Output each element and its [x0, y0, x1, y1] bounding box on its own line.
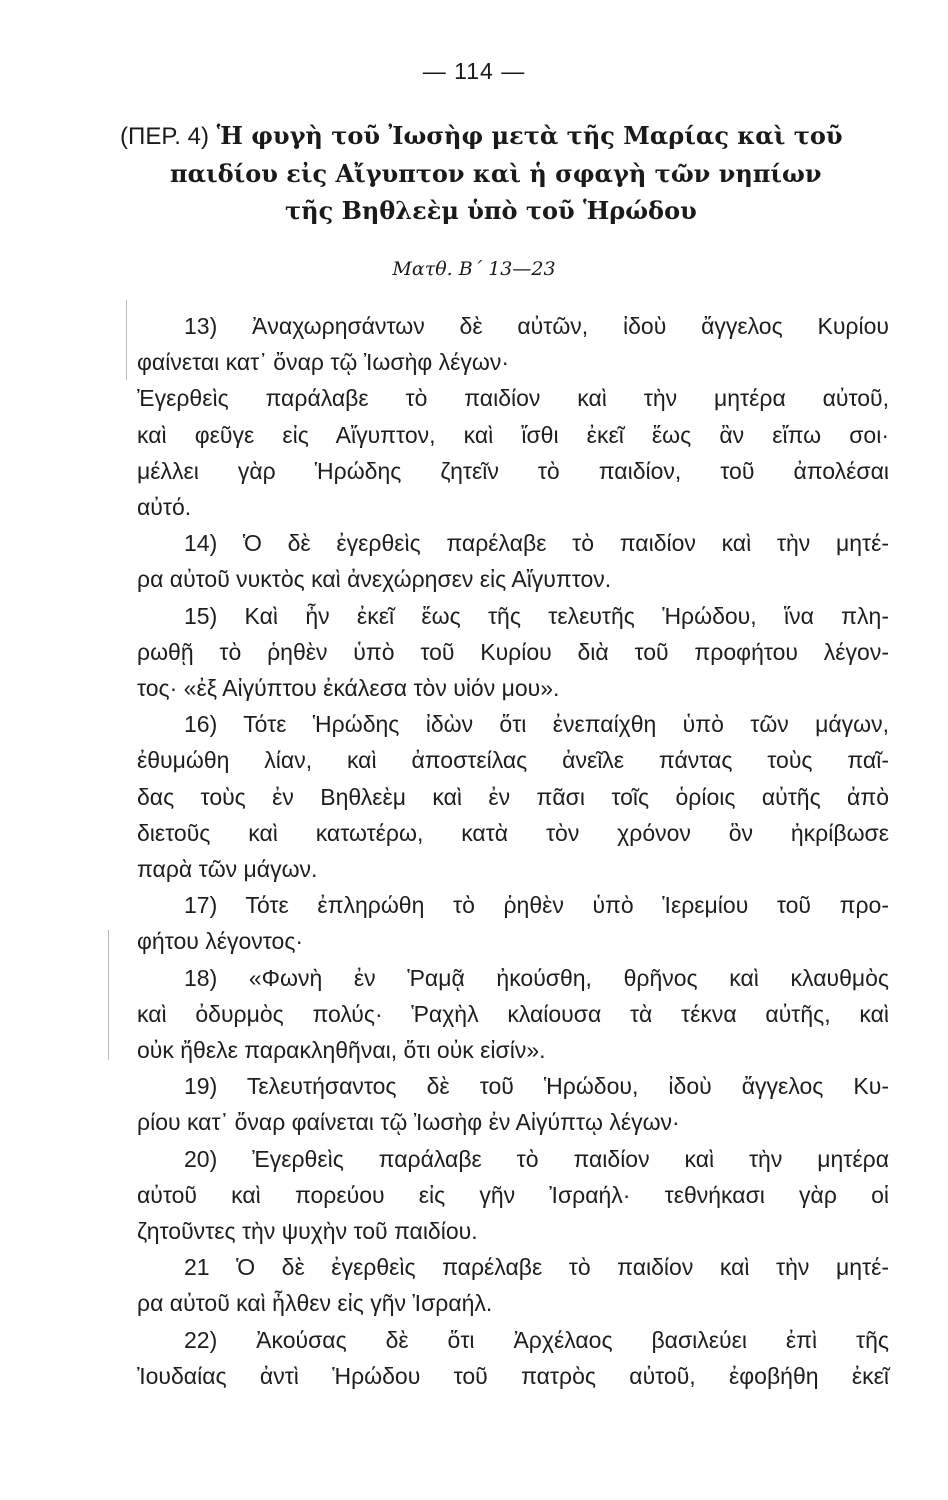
text-line: 22) Ἀκούσας δὲ ὅτι Ἀρχέλαος βασιλεύει ἐπὶ τῆς — [184, 1326, 889, 1353]
text-line: μέλλει γὰρ Ἡρώδης ζητεῖν τὸ παιδίον, τοῦ ἀπολέσαι — [137, 457, 889, 484]
margin-line — [126, 300, 127, 380]
text-line: ρίου κατ᾽ ὄναρ φαίνεται τῷ Ἰωσὴφ ἐν Αἰγύπτῳ λέγων· — [137, 1109, 680, 1136]
scripture-reference: Ματθ. Β΄ 13—23 — [392, 258, 556, 280]
text-line: 15) Καὶ ἦν ἐκεῖ ἕως τῆς τελευτῆς Ἡρώδου, ἵνα πλη- — [184, 602, 889, 629]
text-line: αὐτό. — [137, 494, 192, 521]
text-line: φήτου λέγοντος· — [137, 928, 304, 955]
text-line: 21 Ὁ δὲ ἐγερθεὶς παρέλαβε τὸ παιδίον καὶ τὴν μητέ- — [184, 1254, 889, 1281]
text-line: φαίνεται κατ᾽ ὄναρ τῷ Ἰωσὴφ λέγων· — [137, 349, 510, 376]
text-line: οὐκ ἤθελε παρακληθῆναι, ὅτι οὐκ εἰσίν». — [137, 1037, 546, 1064]
section-heading — [120, 117, 880, 229]
text-line: τος· «ἐξ Αἰγύπτου ἐκάλεσα τὸν υἱόν μου». — [137, 675, 560, 702]
heading-title-1: Ἡ φυγὴ τοῦ Ἰωσὴφ μετὰ τῆς Μαρίας καὶ τοῦ — [216, 121, 843, 150]
text-line: 16) Τότε Ἡρώδης ἰδὼν ὅτι ἐνεπαίχθη ὑπὸ τῶν μάγων, — [184, 711, 889, 738]
text-line: ζητοῦντες τὴν ψυχὴν τοῦ παιδίου. — [137, 1218, 478, 1245]
text-line: 20) Ἐγερθεὶς παράλαβε τὸ παιδίον καὶ τὴν μητέρα — [184, 1145, 889, 1172]
text-line: καὶ ὀδυρμὸς πολύς· Ῥαχὴλ κλαίουσα τὰ τέκνα αὐτῆς, καὶ — [137, 1000, 889, 1027]
page-number: — 114 — — [422, 58, 526, 84]
text-line: Ἐγερθεὶς παράλαβε τὸ παιδίον καὶ τὴν μητέρα αὐτοῦ, — [137, 385, 889, 412]
text-line: 17) Τότε ἐπληρώθη τὸ ῥηθὲν ὑπὸ Ἱερεμίου τοῦ προ- — [184, 892, 889, 919]
text-line: 13) Ἀναχωρησάντων δὲ αὐτῶν, ἰδοὺ ἄγγελος Κυρίου — [184, 313, 889, 339]
text-line: ἐθυμώθη λίαν, καὶ ἀποστείλας ἀνεῖλε πάντας τοὺς παῖ- — [137, 747, 889, 774]
chapter-label: (ΠΕΡ. 4) — [120, 123, 209, 150]
text-line: καὶ φεῦγε εἰς Αἴγυπτον, καὶ ἴσθι ἐκεῖ ἕως ἂν εἴπω σοι· — [137, 421, 889, 448]
text-line: Ἰουδαίας ἀντὶ Ἡρώδου τοῦ πατρὸς αὐτοῦ, ἐφοβήθη ἐκεῖ — [137, 1362, 889, 1389]
heading-line-3: τῆς Βηθλεὲμ ὑπὸ τοῦ Ἡρώδου — [285, 196, 697, 225]
margin-line — [108, 930, 109, 1060]
text-line: ρα αὐτοῦ καὶ ἦλθεν εἰς γῆν Ἰσραήλ. — [137, 1290, 493, 1317]
body-text — [137, 308, 889, 1394]
text-line: 19) Τελευτήσαντος δὲ τοῦ Ἡρώδου, ἰδοὺ ἄγγελος Κυ- — [184, 1073, 889, 1100]
text-line: 14) Ὁ δὲ ἐγερθεὶς παρέλαβε τὸ παιδίον καὶ τὴν μητέ- — [184, 530, 889, 557]
text-line: αὐτοῦ καὶ πορεύου εἰς γῆν Ἰσραήλ· τεθνήκασι γὰρ οἱ — [137, 1181, 889, 1208]
heading-line-1 — [120, 117, 880, 155]
text-line: παρὰ τῶν μάγων. — [137, 856, 318, 883]
text-line: 18) «Φωνὴ ἐν Ῥαμᾷ ἠκούσθη, θρῆνος καὶ κλαυθμὸς — [184, 964, 889, 991]
text-line: ρα αὐτοῦ νυκτὸς καὶ ἀνεχώρησεν εἰς Αἴγυπτον. — [137, 566, 612, 593]
heading-line-2: παιδίου εἰς Αἴγυπτον καὶ ἡ σφαγὴ τῶν νηπίων — [170, 159, 822, 188]
text-line: διετοῦς καὶ κατωτέρω, κατὰ τὸν χρόνον ὃν ἠκρίβωσε — [137, 819, 889, 846]
text-line: δας τοὺς ἐν Βηθλεὲμ καὶ ἐν πᾶσι τοῖς ὁρίοις αὐτῆς ἀπὸ — [137, 783, 889, 810]
text-line: ρωθῇ τὸ ῥηθὲν ὑπὸ τοῦ Κυρίου διὰ τοῦ προφήτου λέγον- — [137, 638, 889, 665]
